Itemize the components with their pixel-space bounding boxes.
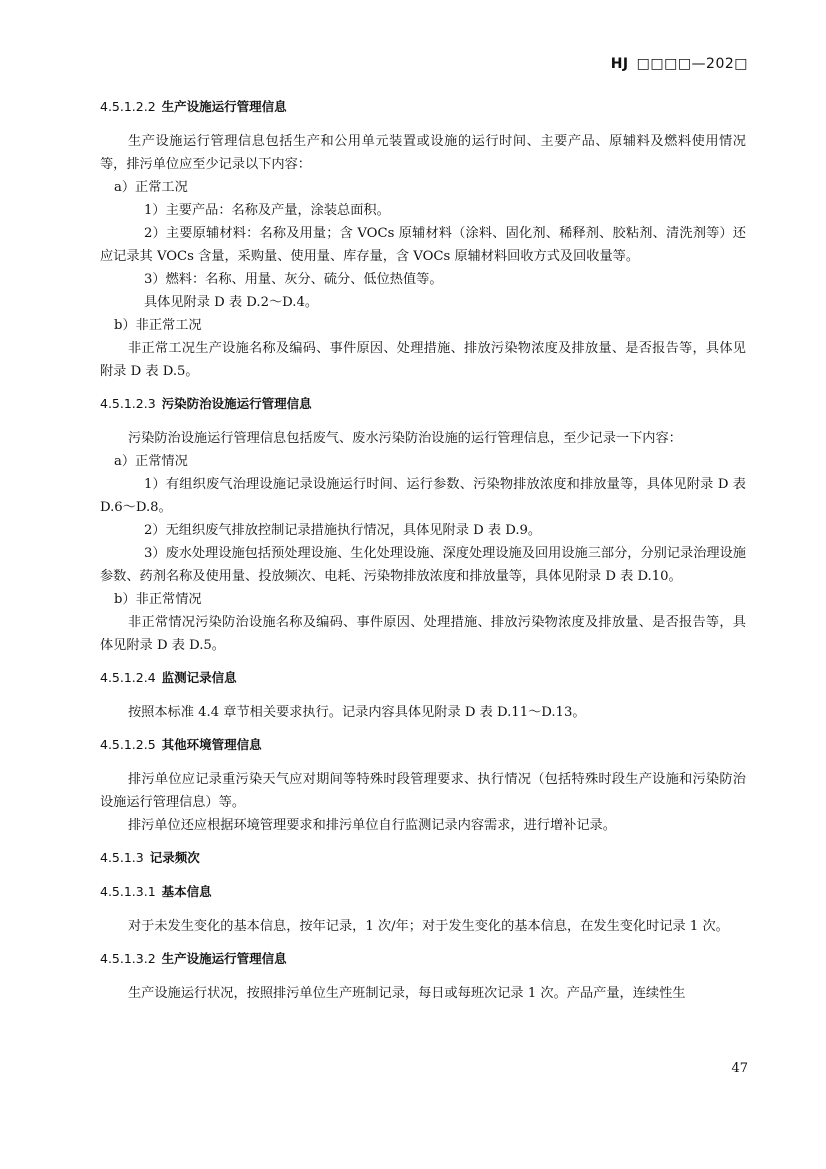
section-number: 4.5.1.2.5 bbox=[100, 737, 156, 752]
standard-number: □□□□—202□ bbox=[636, 56, 748, 72]
section-heading bbox=[100, 96, 746, 118]
standard-code: HJ bbox=[610, 56, 629, 72]
list-item: b）非正常工况 bbox=[114, 318, 202, 333]
list-item: b）非正常情况 bbox=[114, 592, 202, 607]
section-number: 4.5.1.3.1 bbox=[100, 884, 156, 899]
section-number: 4.5.1.2.2 bbox=[100, 99, 156, 114]
paragraph: 生产设施运行状况，按照排污单位生产班制记录，每日或每班次记录 1 次。产品产量，连续性生 bbox=[128, 986, 686, 1001]
section-number: 4.5.1.3 bbox=[100, 850, 144, 865]
section-title: 基本信息 bbox=[161, 884, 212, 899]
section-number: 4.5.1.2.3 bbox=[100, 396, 156, 411]
list-item: 3）燃料：名称、用量、灰分、硫分、低位热值等。 bbox=[144, 272, 443, 287]
section-title: 生产设施运行管理信息 bbox=[161, 99, 287, 114]
list-item: 2）无组织废气排放控制记录措施执行情况，具体见附录 D 表 D.9。 bbox=[144, 523, 542, 538]
list-item: 1）有组织废气治理设施记录设施运行时间、运行参数、污染物排放浓度和排放量等，具体见附录 D 表 D.6～D.8。 bbox=[100, 477, 746, 515]
section-heading bbox=[100, 667, 746, 689]
section-heading bbox=[100, 393, 746, 415]
paragraph: 污染防治设施运行管理信息包括废气、废水污染防治设施的运行管理信息，至少记录一下内容： bbox=[128, 431, 682, 446]
paragraph: 排污单位应记录重污染天气应对期间等特殊时段管理要求、执行情况（包括特殊时段生产设施和污染防治设施运行管理信息）等。 bbox=[100, 772, 746, 810]
page-content bbox=[100, 96, 746, 1005]
paragraph: 具体见附录 D 表 D.2～D.4。 bbox=[144, 295, 319, 310]
paragraph: 非正常工况生产设施名称及编码、事件原因、处理措施、排放污染物浓度及排放量、是否报告等，具体见附录 D 表 D.5。 bbox=[100, 341, 746, 379]
page-header bbox=[611, 56, 748, 72]
section-title: 监测记录信息 bbox=[161, 670, 237, 685]
list-item: a）正常情况 bbox=[114, 454, 188, 469]
section-number: 4.5.1.2.4 bbox=[100, 670, 156, 685]
section-title: 污染防治设施运行管理信息 bbox=[161, 396, 312, 411]
paragraph: 对于未发生变化的基本信息，按年记录，1 次/年；对于发生变化的基本信息，在发生变化时记录 1 次。 bbox=[128, 919, 729, 934]
section-title: 其他环境管理信息 bbox=[161, 737, 262, 752]
list-item: 3）废水处理设施包括预处理设施、生化处理设施、深度处理设施及回用设施三部分，分别记录治理设施参数、药剂名称及使用量、投放频次、电耗、污染物排放浓度和排放量等，具体见附录 D 表 D.10。 bbox=[100, 546, 746, 584]
section-title: 记录频次 bbox=[149, 850, 200, 865]
list-item: a）正常工况 bbox=[114, 180, 188, 195]
paragraph: 按照本标准 4.4 章节相关要求执行。记录内容具体见附录 D 表 D.11～D.13。 bbox=[128, 705, 586, 720]
section-number: 4.5.1.3.2 bbox=[100, 951, 156, 966]
section-heading bbox=[100, 734, 746, 756]
list-item: 1）主要产品：名称及产量，涂装总面积。 bbox=[144, 203, 390, 218]
paragraph: 排污单位还应根据环境管理要求和排污单位自行监测记录内容需求，进行增补记录。 bbox=[128, 818, 616, 833]
page-number: 47 bbox=[731, 1061, 748, 1076]
section-heading bbox=[100, 881, 746, 903]
section-title: 生产设施运行管理信息 bbox=[161, 951, 287, 966]
paragraph: 生产设施运行管理信息包括生产和公用单元装置或设施的运行时间、主要产品、原辅料及燃料使用情况等，排污单位应至少记录以下内容： bbox=[100, 134, 746, 172]
paragraph: 非正常情况污染防治设施名称及编码、事件原因、处理措施、排放污染物浓度及排放量、是否报告等，具体见附录 D 表 D.5。 bbox=[100, 615, 746, 653]
list-item: 2）主要原辅材料：名称及用量；含 VOCs 原辅材料（涂料、固化剂、稀释剂、胶粘剂、清洗剂等）还应记录其 VOCs 含量，采购量、使用量、库存量，含 VOCs 原辅材料回收方式及回收量等。 bbox=[100, 226, 746, 264]
section-heading bbox=[100, 948, 746, 970]
section-heading bbox=[100, 847, 746, 869]
